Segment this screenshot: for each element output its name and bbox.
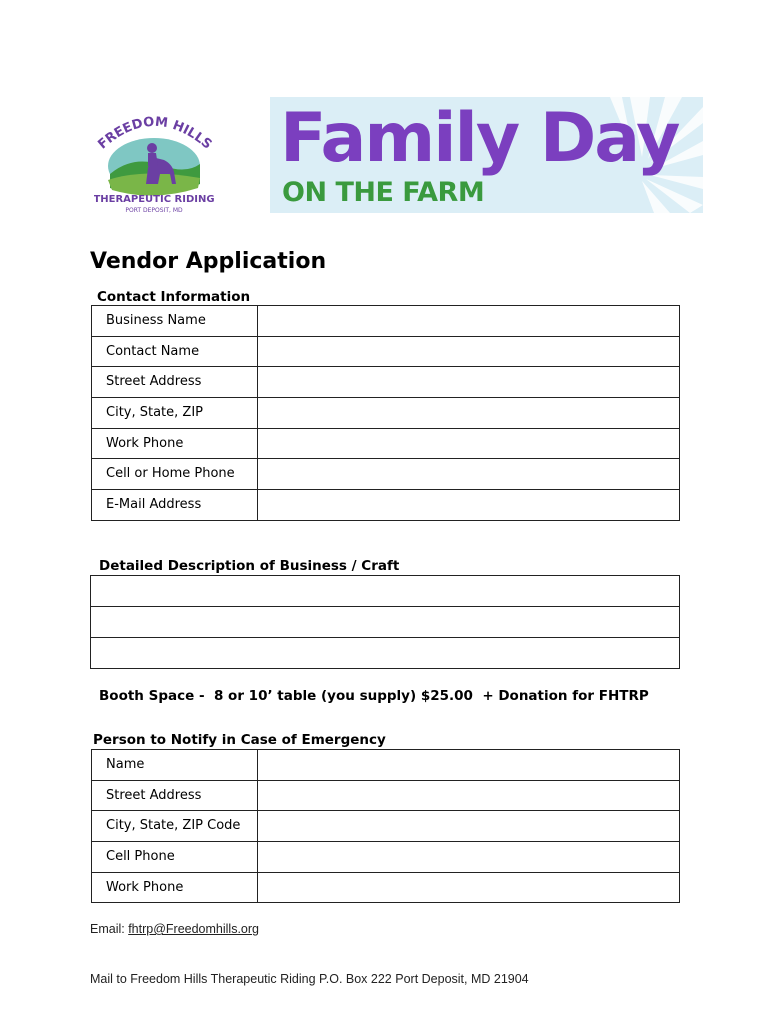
table-row xyxy=(91,638,680,669)
cell-home-phone-input[interactable] xyxy=(258,459,680,490)
banner-title: Family Day xyxy=(280,99,679,178)
table-row xyxy=(92,780,680,811)
contact-name-input[interactable] xyxy=(258,336,680,367)
city-state-zip-input[interactable] xyxy=(258,398,680,429)
table-row xyxy=(91,576,680,607)
table-row xyxy=(92,367,680,398)
field-label: Business Name xyxy=(92,306,258,337)
emergency-street-input[interactable] xyxy=(258,780,680,811)
table-row xyxy=(92,811,680,842)
table-row xyxy=(92,872,680,903)
banner-subtitle: ON THE FARM xyxy=(282,177,485,208)
field-label: City, State, ZIP Code xyxy=(92,811,258,842)
business-name-input[interactable] xyxy=(258,306,680,337)
field-label: Contact Name xyxy=(92,336,258,367)
emergency-heading: Person to Notify in Case of Emergency xyxy=(93,732,386,748)
description-line-1[interactable] xyxy=(91,576,680,607)
field-label: Street Address xyxy=(92,367,258,398)
description-line-2[interactable] xyxy=(91,607,680,638)
description-heading: Detailed Description of Business / Craft xyxy=(99,558,400,574)
freedom-hills-logo xyxy=(94,108,214,218)
field-label: Cell Phone xyxy=(92,842,258,873)
email-address-input[interactable] xyxy=(258,490,680,521)
work-phone-input[interactable] xyxy=(258,428,680,459)
field-label: Work Phone xyxy=(92,872,258,903)
field-label: E-Mail Address xyxy=(92,490,258,521)
table-row xyxy=(92,842,680,873)
logo-subtitle: THERAPEUTIC RIDING xyxy=(94,194,214,205)
page-title: Vendor Application xyxy=(90,249,327,274)
street-address-input[interactable] xyxy=(258,367,680,398)
email-label: Email: xyxy=(90,922,129,936)
family-day-banner xyxy=(270,97,703,213)
emergency-name-input[interactable] xyxy=(258,750,680,781)
field-label: Street Address xyxy=(92,780,258,811)
booth-space-text: Booth Space - 8 or 10’ table (you supply) $25.00 + Donation for FHTRP xyxy=(99,688,649,704)
email-line xyxy=(90,922,259,936)
table-row xyxy=(92,459,680,490)
table-row xyxy=(92,306,680,337)
email-link[interactable]: fhtrp@Freedomhills.org xyxy=(128,922,259,936)
mailing-address: Mail to Freedom Hills Therapeutic Riding P.O. Box 222 Port Deposit, MD 21904 xyxy=(90,972,529,986)
emergency-work-phone-input[interactable] xyxy=(258,872,680,903)
table-row xyxy=(92,490,680,521)
emergency-table xyxy=(91,749,680,903)
table-row xyxy=(92,750,680,781)
field-label: City, State, ZIP xyxy=(92,398,258,429)
field-label: Name xyxy=(92,750,258,781)
table-row xyxy=(92,398,680,429)
table-row xyxy=(92,336,680,367)
contact-table xyxy=(91,305,680,521)
description-line-3[interactable] xyxy=(91,638,680,669)
table-row xyxy=(92,428,680,459)
emergency-city-input[interactable] xyxy=(258,811,680,842)
field-label: Work Phone xyxy=(92,428,258,459)
table-row xyxy=(91,607,680,638)
logo-location: PORT DEPOSIT, MD xyxy=(125,207,183,214)
contact-heading: Contact Information xyxy=(97,289,251,305)
field-label: Cell or Home Phone xyxy=(92,459,258,490)
logo-arc-text: FREEDOM HILLS xyxy=(95,114,214,153)
description-table xyxy=(90,575,680,669)
emergency-cell-input[interactable] xyxy=(258,842,680,873)
